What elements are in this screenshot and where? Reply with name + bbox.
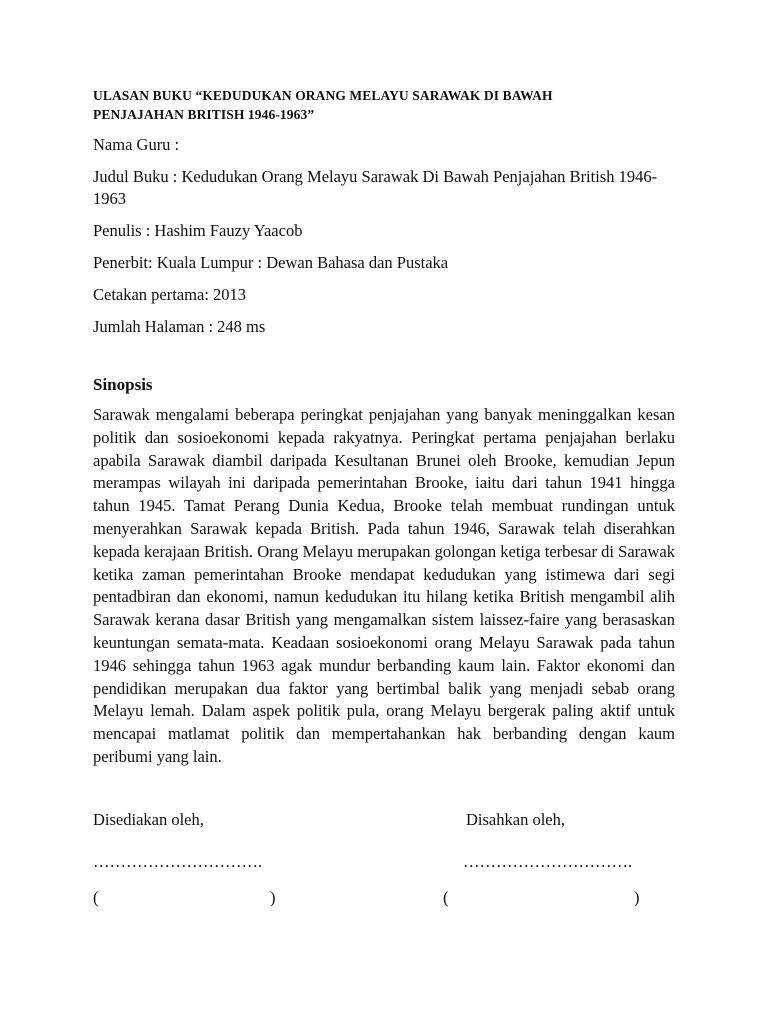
title-line-1: ULASAN BUKU “KEDUDUKAN ORANG MELAYU SARAWAK DI BAWAH	[93, 88, 553, 103]
field-halaman: Jumlah Halaman : 248 ms	[93, 317, 266, 336]
prepared-signature-line: ………………………….	[93, 852, 263, 871]
field-cetakan: Cetakan pertama: 2013	[93, 285, 247, 304]
approved-name-paren-open: (	[443, 888, 449, 907]
prepared-by-label: Disediakan oleh,	[93, 810, 204, 829]
approved-name-paren-close: )	[634, 888, 640, 907]
document-page	[93, 86, 675, 769]
signature-labels-row	[93, 810, 653, 832]
field-nama-guru: Nama Guru :	[93, 135, 180, 154]
field-penerbit: Penerbit: Kuala Lumpur : Dewan Bahasa dan Pustaka	[93, 253, 449, 272]
synopsis-body: Sarawak mengalami beberapa peringkat penjajahan yang banyak meninggalkan kesan politik dan sosioekonomi kepada rakyatnya. Peringkat pertama penjajahan berlaku apabila Sarawak diambil daripada Kesultanan Brunei oleh Brooke, kemudian Jepun merampas wilayah ini daripada pemerintahan Brooke, iaitu dari tahun 1941 hingga tahun 1945. Tamat Perang Dunia Kedua, Brooke telah membuat rundingan untuk menyerahkan Sarawak kepada British. Pada tahun 1946, Sarawak telah diserahkan kepada kerajaan British. Orang Melayu merupakan golongan ketiga terbesar di Sarawak ketika zaman pemerintahan Brooke mendapat kedudukan yang istimewa dari segi pentadbiran dan ekonomi, namun kedudukan itu hilang ketika British mengambil alih Sarawak kerana dasar British yang mengamalkan sistem laissez-faire yang berasaskan keuntungan semata-mata. Keadaan sosioekonomi orang Melayu Sarawak pada tahun 1946 sehingga tahun 1963 agak mundur berbanding kaum lain. Faktor ekonomi dan pendidikan merupakan dua faktor yang bertimbal balik yang menjadi sebab orang Melayu lemah. Dalam aspek politik pula, orang Melayu bergerak paling aktif untuk mencapai matlamat politik dan mempertahankan hak berbanding dengan kaum peribumi yang lain.	[93, 405, 675, 766]
prepared-name-paren-open: (	[93, 888, 99, 907]
field-penulis: Penulis : Hashim Fauzy Yaacob	[93, 221, 303, 240]
synopsis-heading: Sinopsis	[93, 375, 153, 394]
signature-lines-row	[93, 852, 653, 874]
signature-name-row	[93, 888, 653, 910]
prepared-name-paren-close: )	[270, 888, 276, 907]
field-judul-buku: Judul Buku : Kedudukan Orang Melayu Sarawak Di Bawah Penjajahan British 1946-1963	[93, 167, 658, 208]
title-line-2: PENJAJAHAN BRITISH 1946-1963”	[93, 107, 315, 122]
approved-signature-line: ………………………….	[463, 852, 633, 871]
document-title	[93, 86, 675, 124]
approved-by-label: Disahkan oleh,	[466, 810, 565, 829]
